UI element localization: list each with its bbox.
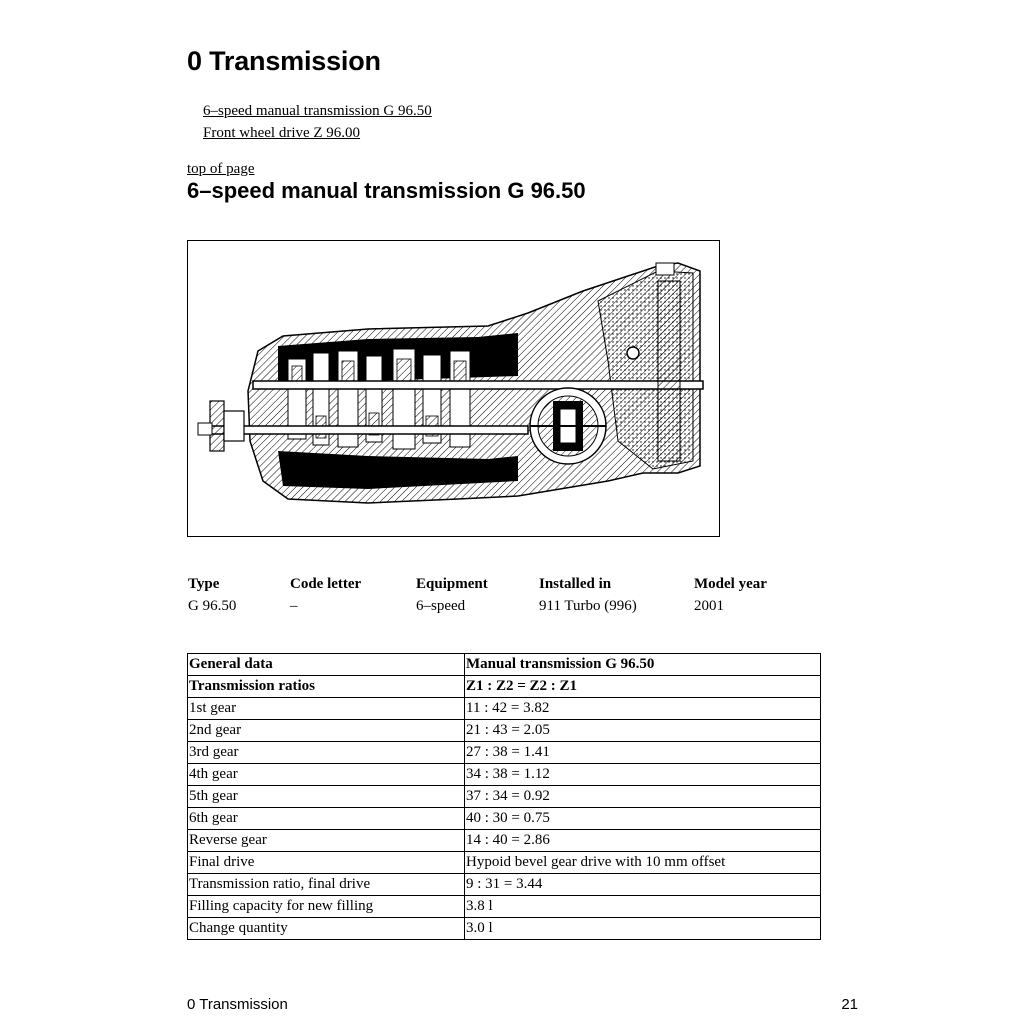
section-title: 6–speed manual transmission G 96.50 (187, 178, 586, 203)
page-title: 0 Transmission (187, 46, 381, 76)
table-row (188, 918, 821, 940)
table-cell-label: 5th gear (188, 786, 465, 808)
table-cell-label: Reverse gear (188, 830, 465, 852)
header-installed-in: Installed in (539, 576, 612, 592)
toc-link-front-wheel-drive[interactable]: Front wheel drive Z 96.00 (203, 125, 361, 141)
table-cell-value: 21 : 43 = 2.05 (465, 720, 821, 742)
table-cell-label: 6th gear (188, 808, 465, 830)
table-cell-value: 27 : 38 = 1.41 (465, 742, 821, 764)
table-cell-label: 4th gear (188, 764, 465, 786)
table-row (188, 852, 821, 874)
table-row (188, 764, 821, 786)
table-row (188, 720, 821, 742)
transmission-cutaway-drawing (188, 241, 719, 536)
table-cell-value: 40 : 30 = 0.75 (465, 808, 821, 830)
header-equipment: Equipment (416, 576, 488, 592)
table-cell-value: 3.0 l (465, 918, 821, 940)
table-row (188, 786, 821, 808)
table-row (188, 874, 821, 896)
table-cell-value: Z1 : Z2 = Z2 : Z1 (465, 676, 821, 698)
table-cell-label: 3rd gear (188, 742, 465, 764)
table-row (188, 896, 821, 918)
cell-model-year: 2001 (694, 598, 724, 614)
general-data-table (187, 653, 821, 940)
table-row (188, 808, 821, 830)
table-row (188, 830, 821, 852)
cell-code-letter: – (290, 598, 298, 614)
footer-chapter: 0 Transmission (187, 996, 288, 1013)
table-cell-value: 14 : 40 = 2.86 (465, 830, 821, 852)
table-cell-label: Filling capacity for new filling (188, 896, 465, 918)
table-cell-label: Transmission ratio, final drive (188, 874, 465, 896)
header-type: Type (188, 576, 220, 592)
table-row (188, 654, 821, 676)
top-of-page-link[interactable]: top of page (187, 161, 255, 177)
footer-page-number: 21 (841, 996, 858, 1013)
cell-equipment: 6–speed (416, 598, 466, 614)
table-cell-label: Final drive (188, 852, 465, 874)
table-row (188, 742, 821, 764)
table-row (188, 698, 821, 720)
header-code-letter: Code letter (290, 576, 362, 592)
table-cell-label: 1st gear (188, 698, 465, 720)
transmission-cutaway-figure (187, 240, 720, 537)
table-cell-value: 37 : 34 = 0.92 (465, 786, 821, 808)
table-cell-value: 9 : 31 = 3.44 (465, 874, 821, 896)
table-cell-value: Manual transmission G 96.50 (465, 654, 821, 676)
header-model-year: Model year (694, 576, 767, 592)
cell-type: G 96.50 (188, 598, 237, 614)
table-cell-label: Transmission ratios (188, 676, 465, 698)
table-cell-label: Change quantity (188, 918, 465, 940)
toc-link-6-speed-transmission[interactable]: 6–speed manual transmission G 96.50 (203, 103, 432, 119)
cell-installed-in: 911 Turbo (996) (539, 598, 637, 614)
table-cell-value: Hypoid bevel gear drive with 10 mm offset (465, 852, 821, 874)
table-row (188, 676, 821, 698)
table-cell-value: 34 : 38 = 1.12 (465, 764, 821, 786)
table-cell-label: General data (188, 654, 465, 676)
table-cell-label: 2nd gear (188, 720, 465, 742)
table-cell-value: 11 : 42 = 3.82 (465, 698, 821, 720)
table-of-contents (203, 100, 432, 144)
table-cell-value: 3.8 l (465, 896, 821, 918)
